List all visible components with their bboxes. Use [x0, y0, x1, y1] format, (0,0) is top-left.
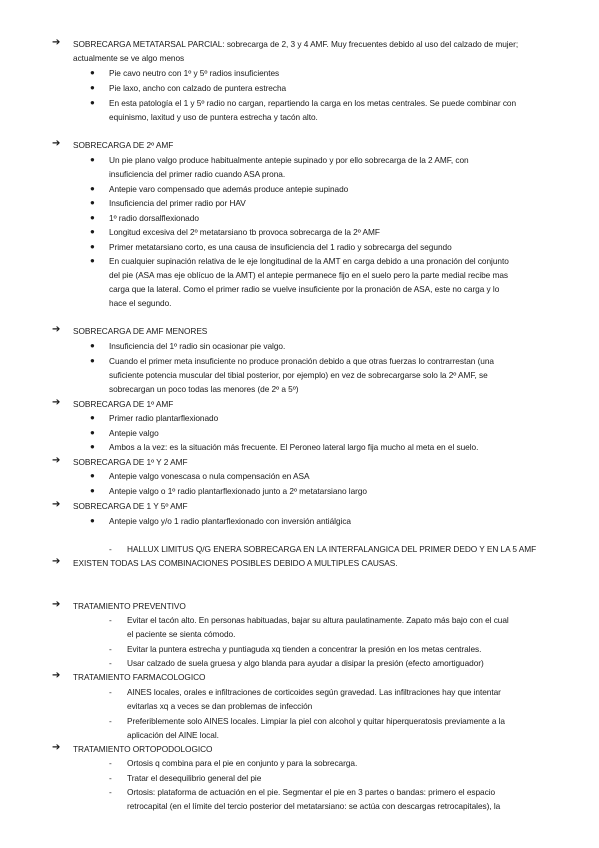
section-heading: EXISTEN TODAS LAS COMBINACIONES POSIBLES DEBIDO A MULTIPLES CAUSAS.	[73, 558, 398, 568]
section-heading-cont: actualmente se ve algo menos	[73, 53, 185, 63]
arrow-icon: ➔	[52, 499, 61, 510]
bullet-text-cont: insuficiencia del primer radio cuando ASA prona.	[109, 169, 286, 179]
arrow-icon: ➔	[52, 556, 61, 567]
dash-text: Evitar el tacón alto. En personas habituadas, bajar su altura paulatinamente. Zapato más bajo con el cual	[127, 615, 509, 625]
bullet-text: Antepie valgo o 1º radio plantarflexionado junto a 2º metatarsiano largo	[109, 486, 367, 496]
bullet-text-cont: carga que la lateral. Como el primer radio se vuelve insuficiente por la pronación de ASA, este no carga y lo	[109, 284, 500, 294]
bullet-text: Antepie valgo vonescasa o nula compensación en ASA	[109, 471, 310, 481]
bullet-text: Ambos a la vez: es la situación más frecuente. El Peroneo lateral largo fija mucho al meta en el suelo.	[109, 442, 479, 452]
arrow-icon: ➔	[52, 37, 61, 48]
arrow-icon: ➔	[52, 670, 61, 681]
bullet-icon: ●	[90, 83, 95, 92]
bullet-text: Antepie valgo	[109, 428, 159, 438]
bullet-text-cont: suficiente potencia muscular del tibial posterior, por ejemplo) en vez de sobrecargarse solo la 2º AMF, se	[109, 370, 488, 380]
arrow-icon: ➔	[52, 742, 61, 753]
bullet-icon: ●	[90, 256, 95, 265]
dash-text: Ortosis q combina para el pie en conjunto y para la sobrecarga.	[127, 758, 358, 768]
dash-text-cont: el paciente se sienta cómodo.	[127, 629, 236, 639]
section-heading: SOBRECARGA DE 2º AMF	[73, 140, 174, 150]
bullet-icon: ●	[90, 486, 95, 495]
section-heading: SOBRECARGA DE 1º AMF	[73, 399, 174, 409]
dash-text-cont: aplicación del AINE local.	[127, 730, 219, 740]
dash-marker: -	[109, 773, 112, 783]
bullet-text: Pie laxo, ancho con calzado de puntera estrecha	[109, 83, 287, 93]
dash-text: Preferiblemente solo AINES locales. Limpiar la piel con alcohol y quitar hiperqueratosis previamente a la	[127, 716, 505, 726]
bullet-icon: ●	[90, 213, 95, 222]
bullet-text-cont: sobrecargan un poco todas las menores (de 2º a 5º)	[109, 384, 299, 394]
bullet-text-cont: hace el segundo.	[109, 298, 172, 308]
dash-marker: -	[109, 658, 112, 668]
bullet-text: Insuficiencia del primer radio por HAV	[109, 198, 246, 208]
bullet-icon: ●	[90, 198, 95, 207]
section-heading: TRATAMIENTO FARMACOLOGICO	[73, 672, 206, 682]
arrow-icon: ➔	[52, 324, 61, 335]
arrow-icon: ➔	[52, 397, 61, 408]
bullet-icon: ●	[90, 68, 95, 77]
bullet-icon: ●	[90, 413, 95, 422]
arrow-icon: ➔	[52, 599, 61, 610]
bullet-icon: ●	[90, 471, 95, 480]
bullet-icon: ●	[90, 356, 95, 365]
bullet-text: Cuando el primer meta insuficiente no produce pronación debido a que otras fuerzas lo contrarrestan (una	[109, 356, 494, 366]
dash-text: Tratar el desequilibrio general del pie	[127, 773, 262, 783]
dash-text: AINES locales, orales e infiltraciones de corticoides según gravedad. Las infiltraciones hay que intentar	[127, 687, 501, 697]
bullet-icon: ●	[90, 227, 95, 236]
bullet-text: Primer metatarsiano corto, es una causa de insuficiencia del 1 radio y sobrecarga del segundo	[109, 242, 452, 252]
bullet-text: Un pie plano valgo produce habitualmente antepie supinado y por ello sobrecarga de la 2 AMF, con	[109, 155, 469, 165]
bullet-icon: ●	[90, 98, 95, 107]
bullet-icon: ●	[90, 184, 95, 193]
bullet-text-cont: del pie (ASA mas eje oblícuo de la AMT) el antepie permanece fijo en el suelo pero la parte medial recibe mas	[109, 270, 509, 280]
bullet-text: Longitud excesiva del 2º metatarsiano tb provoca sobrecarga de la 2º AMF	[109, 227, 380, 237]
dash-marker: -	[109, 687, 112, 697]
bullet-icon: ●	[90, 242, 95, 251]
dash-marker: -	[109, 787, 112, 797]
section-heading: SOBRECARGA DE AMF MENORES	[73, 326, 208, 336]
dash-text: Ortosis: plataforma de actuación en el pie. Segmentar el pie en 3 partes o bandas: primero el espacio	[127, 787, 496, 797]
section-heading: SOBRECARGA DE 1 Y 5º AMF	[73, 501, 188, 511]
bullet-icon: ●	[90, 442, 95, 451]
bullet-text: En cualquier supinación relativa de le eje longitudinal de la AMT en carga debido a una pronación del conjunto	[109, 256, 509, 266]
dash-marker: -	[109, 615, 112, 625]
bullet-text-cont: equinismo, laxitud y uso de puntera estrecha y tacón alto.	[109, 112, 318, 122]
dash-text: Evitar la puntera estrecha y puntiaguda xq tienden a concentrar la presión en los metas centrales.	[127, 644, 482, 654]
dash-text: Usar calzado de suela gruesa y algo blanda para ayudar a disipar la presión (efecto amortiguador)	[127, 658, 484, 668]
section-heading: TRATAMIENTO PREVENTIVO	[73, 601, 186, 611]
bullet-icon: ●	[90, 516, 95, 525]
dash-marker: -	[109, 644, 112, 654]
dash-marker: -	[109, 716, 112, 726]
bullet-text: Antepie varo compensado que además produce antepie supinado	[109, 184, 349, 194]
bullet-icon: ●	[90, 428, 95, 437]
bullet-text: 1º radio dorsalflexionado	[109, 213, 199, 223]
bullet-text: Antepie valgo y/o 1 radio plantarflexionado con inversión antiálgica	[109, 516, 351, 526]
dash-text: HALLUX LIMITUS Q/G ENERA SOBRECARGA EN LA INTERFALANGICA DEL PRIMER DEDO Y EN LA 5 AMF	[127, 544, 537, 554]
dash-text-cont: evitarlas xq a veces se dan problemas de infección	[127, 701, 313, 711]
arrow-icon: ➔	[52, 138, 61, 149]
bullet-text: Insuficiencia del 1º radio sin ocasionar pie valgo.	[109, 341, 286, 351]
dash-marker: -	[109, 544, 112, 554]
section-heading: TRATAMIENTO ORTOPODOLOGICO	[73, 744, 213, 754]
bullet-icon: ●	[90, 155, 95, 164]
bullet-icon: ●	[90, 341, 95, 350]
arrow-icon: ➔	[52, 455, 61, 466]
bullet-text: En esta patología el 1 y 5º radio no cargan, repartiendo la carga en los metas centrales. Se puede combinar con	[109, 98, 517, 108]
section-heading: SOBRECARGA DE 1º Y 2 AMF	[73, 457, 188, 467]
dash-marker: -	[109, 758, 112, 768]
dash-text-cont: retrocapital (en el límite del tercio posterior del metatarsiano: se actúa con descargas retrocapitales), la	[127, 801, 501, 811]
section-heading: SOBRECARGA METATARSAL PARCIAL: sobrecarga de 2, 3 y 4 AMF. Muy frecuentes debido al uso del calzado de mujer;	[73, 39, 519, 49]
bullet-text: Pie cavo neutro con 1º y 5º radios insuficientes	[109, 68, 280, 78]
bullet-text: Primer radio plantarflexionado	[109, 413, 219, 423]
